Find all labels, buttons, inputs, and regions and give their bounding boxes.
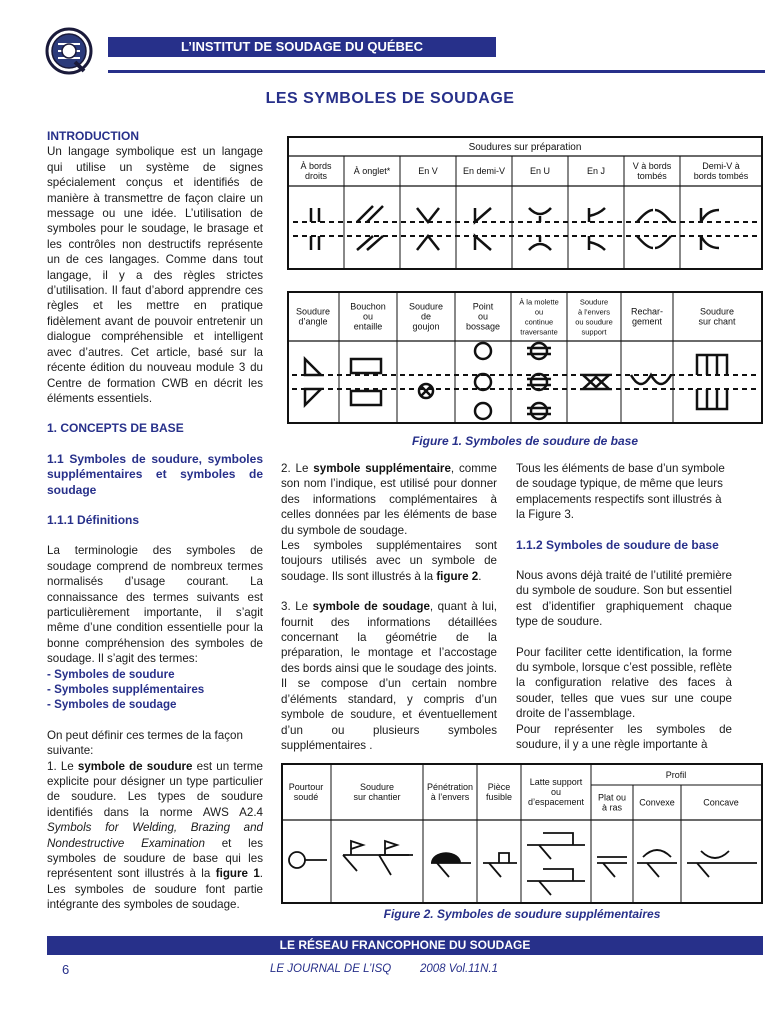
table-header-label: Soudure: [699, 306, 735, 317]
figure-2-table: [281, 763, 763, 904]
table-header-label: En U: [529, 166, 551, 176]
table-header-label: sur chant: [698, 316, 736, 327]
paragraph-rule: Pour représenter les symboles de soudure, il y a une règle importante à: [516, 722, 732, 752]
table-header-label: à l’envers: [430, 792, 470, 802]
table-header-label: de: [420, 311, 432, 322]
column-2: [281, 461, 497, 753]
table-header-label: d’espacement: [527, 797, 585, 807]
table-header-label: ou: [550, 787, 562, 797]
term-list-item: - Symboles de soudage: [47, 698, 177, 712]
table-header-label: à l’envers: [577, 307, 611, 317]
table-header-label: d’angle: [298, 316, 328, 327]
paragraph-basic-symbol: Nous avons déjà traité de l’utilité première du symbole de soudure. Son but essentiel est d’identifier graphiquement chaque type de soudure.: [516, 569, 732, 629]
table-header-label: continue: [524, 317, 554, 327]
table-header-label: Soudure: [408, 301, 444, 312]
table-header-label: À onglet*: [353, 166, 391, 176]
table-header-label: entaille: [353, 321, 383, 332]
intro-text: Un langage symbolique est un langage qui utilise un système de signes spécialement conçus et identifiés de manière à transmettre de façon claire un message ou une idée. L’utilisation de symboles pour le soudage, le brasage et les contrôles non destructifs représente un de ces langages. Comme dans tout langage, il y a des règles strictes d’utilisation. Il faut d’abord apprendre ces règles et les mettre en pratique fidèlement avant de pouvoir entretenir un dialogue compréhensible et intelligent avec d’autres. Cet article, basé sur la récente édition du nouveau module 3 du Centre de formation CWB en décrit les éléments essentiels.: [47, 145, 263, 405]
paragraph-figure3-ref: Tous les éléments de base d’un symbole de soudage typique, de même que leurs emplacements respectifs sont illustrés à la Figure 3.: [516, 462, 725, 522]
section-heading-1-1-1: 1.1.1 Définitions: [47, 512, 140, 527]
figure-2-caption: Figure 2. Symboles de soudure supplémentaires: [383, 907, 661, 921]
fig2-profil-heading: Profil: [665, 770, 687, 780]
table-header-label: Point: [472, 301, 494, 312]
table-header-label: Bouchon: [350, 301, 386, 312]
page-number: 6: [62, 962, 70, 977]
table-header-label: À bords: [300, 161, 332, 171]
footer-band: [47, 936, 763, 955]
footer-band-text: LE RÉSEAU FRANCOPHONE DU SOUDAGE: [279, 938, 531, 952]
fig1-top-title: Soudures sur préparation: [468, 142, 582, 153]
table-header-label: Convexe: [639, 797, 675, 808]
figure-1-bottom-table: [287, 291, 763, 424]
table-header-label: En V: [418, 166, 438, 176]
term-list-item: - Symboles de soudure: [47, 667, 175, 681]
table-header-label: bords tombés: [693, 171, 749, 181]
paragraph-welding-symbol: 3. Le symbole de soudage, quant à lui, fournit des informations détaillées concernant la géométrie de la préparation, le montage et l’accostage des bords ainsi que le soudage des joints. Il se compose d’un certain nombre d’éléments standard, y compris d’un symbole de soudure, et éventuellement d’un ou plusieurs symboles supplémentaires .: [281, 600, 497, 752]
journal-edition: 2008 Vol.11N.1: [420, 963, 499, 975]
figure-1-caption: Figure 1. Symboles de soudure de base: [411, 434, 639, 448]
table-header-label: traversante: [520, 327, 558, 337]
table-header-label: En demi-V: [462, 166, 506, 176]
paragraph-supplementary-usage: Les symboles supplémentaires sont toujours utilisés avec un symbole de soudage. Ils sont illustrés à la figure 2.: [281, 539, 497, 583]
table-header-label: V à bords: [632, 161, 672, 171]
table-header-label: Pièce: [487, 782, 511, 792]
table-header-label: gement: [631, 316, 663, 327]
paragraph-identification: Pour faciliter cette identification, la forme du symbole, lorsque c’est possible, reflète la configuration relative des faces à souder, telles que vues sur une coupe droite de l’assemblage.: [516, 645, 732, 721]
table-header-label: ou: [362, 311, 374, 322]
definitions-text: La terminologie des symboles de soudage comprend de nombreux termes normalisés d’usage courant. La connaissance des termes suivants est particulièrement importante, il s’agit même d’une condition essentielle pour la bonne compréhension des symboles de soudage. Il s’agit des termes:: [47, 544, 263, 666]
table-header-label: ou: [477, 311, 489, 322]
table-header-label: Soudure: [359, 782, 395, 792]
define-intro: On peut définir ces termes de la façon suivante:: [47, 728, 243, 758]
table-header-label: Plat ou: [597, 792, 627, 803]
table-header-label: En J: [586, 166, 606, 176]
table-header-label: fusible: [485, 792, 513, 802]
table-header-label: Soudure: [579, 297, 609, 307]
table-header-label: tombés: [637, 171, 667, 181]
journal-name: LE JOURNAL DE L’ISQ: [270, 963, 392, 975]
table-header-label: Latte support: [529, 777, 583, 787]
column-1: [47, 129, 263, 913]
page-title: LES SYMBOLES DE SOUDAGE: [265, 90, 515, 107]
table-header-label: ou: [534, 307, 544, 317]
column-3: [516, 461, 732, 753]
table-header-label: à ras: [601, 802, 623, 813]
table-header-label: ou soudure: [575, 317, 613, 327]
header-rule: [108, 70, 765, 73]
isq-logo-icon: [44, 26, 94, 76]
header-band: [108, 37, 496, 57]
table-header-label: Concave: [703, 797, 739, 808]
term-list-item: - Symboles supplémentaires: [47, 683, 205, 696]
table-header-label: droits: [304, 171, 328, 181]
table-header-label: soudé: [293, 792, 319, 802]
table-header-label: Pourtour: [288, 782, 324, 792]
paragraph-supplementary-symbol: 2. Le symbole supplémentaire, comme son nom l’indique, est utilisé pour donner des informations complémentaires à celles données par les éléments de base du symbole de soudage.: [281, 462, 497, 537]
section-heading-1: 1. CONCEPTS DE BASE: [47, 421, 184, 436]
table-header-label: Pénétration: [426, 782, 474, 792]
intro-heading: INTRODUCTION: [47, 129, 139, 143]
table-header-label: À la molette: [519, 297, 559, 307]
table-header-label: Demi-V à: [702, 161, 740, 171]
table-header-label: support: [581, 327, 607, 337]
table-header-label: Soudure: [295, 306, 331, 317]
section-heading-1-1-2: 1.1.2 Symboles de soudure de base: [516, 537, 719, 552]
table-header-label: Rechar-: [630, 306, 664, 317]
header-title: L’INSTITUT DE SOUDAGE DU QUÉBEC: [181, 39, 423, 54]
table-header-label: bossage: [465, 321, 501, 332]
figure-1-top-table: [287, 136, 763, 270]
table-header-label: goujon: [412, 321, 440, 332]
paragraph-weld-symbol: 1. Le symbole de soudure est un terme explicite pour désigner un type particulier de soudure. Les types de soudure identifiés dans la norme AWS A2.4 Symbols for Welding, Brazing and Nondestructive Examination et les symboles de soudure de base qui les représentent sont illustrés à la figure 1. Les symboles de soudure font partie intégrante des symboles de soudage.: [47, 759, 264, 912]
section-heading-1-1: 1.1 Symboles de soudure, symboles supplémentaires et symboles de soudage: [47, 451, 263, 497]
table-header-label: sur chantier: [353, 792, 401, 802]
